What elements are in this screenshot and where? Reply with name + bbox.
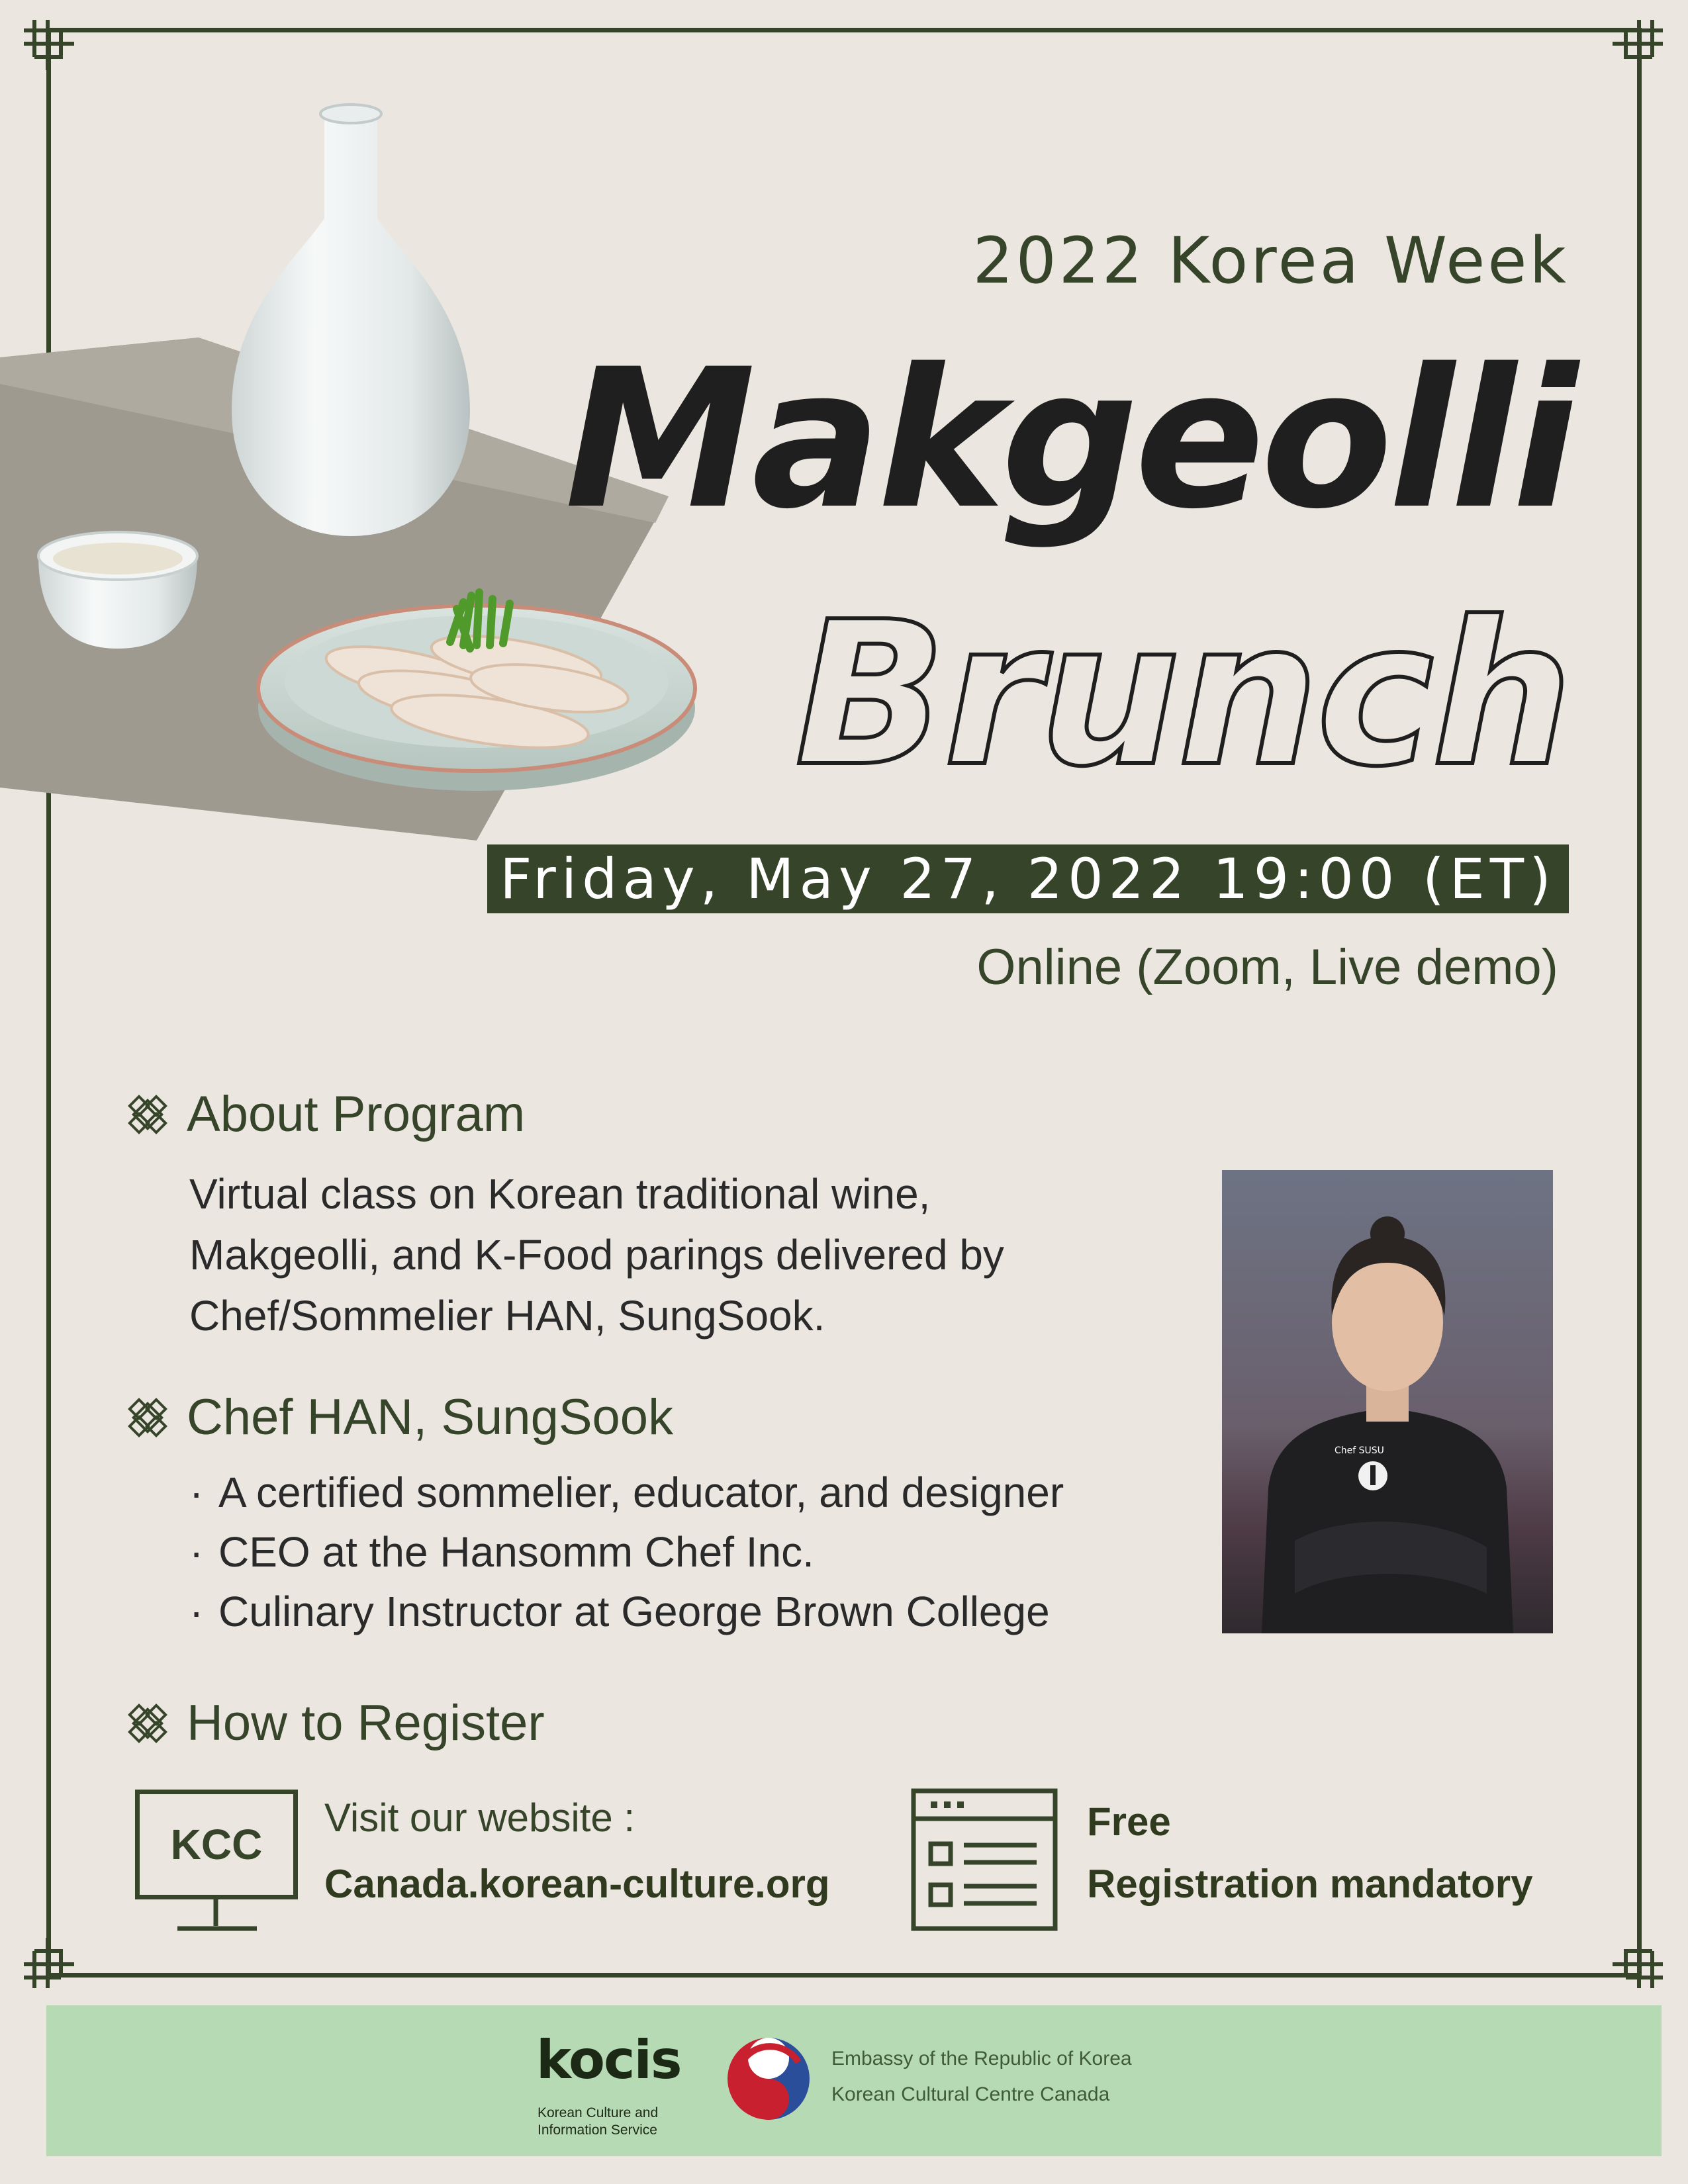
corner-ornament-icon bbox=[1602, 1927, 1665, 1991]
about-line: Makgeolli, and K-Food parings delivered by bbox=[189, 1231, 1004, 1279]
list-item: · CEO at the Hansomm Chef Inc. bbox=[189, 1522, 1064, 1582]
chef-heading bbox=[126, 1388, 673, 1446]
kocis-line: Korean Culture and bbox=[538, 2105, 659, 2120]
chef-heading-text: Chef HAN, SungSook bbox=[187, 1389, 674, 1445]
website-url[interactable]: Canada.korean-culture.org bbox=[324, 1862, 830, 1906]
monitor-icon bbox=[135, 1790, 298, 1899]
about-heading bbox=[126, 1085, 525, 1143]
diamond-knot-icon bbox=[126, 1093, 169, 1136]
taegeuk-emblem-icon bbox=[726, 2036, 812, 2122]
chef-bio-list bbox=[189, 1463, 1064, 1641]
corner-ornament-icon bbox=[21, 1927, 85, 1991]
about-line: Chef/Sommelier HAN, SungSook. bbox=[189, 1292, 825, 1340]
list-item: · Culinary Instructor at George Brown College bbox=[189, 1582, 1064, 1641]
title-brunch: Brunch bbox=[794, 579, 1570, 810]
diamond-knot-icon bbox=[126, 1396, 169, 1439]
registration-form-icon bbox=[911, 1788, 1058, 1931]
about-description bbox=[189, 1163, 1004, 1346]
website-label: Visit our website : bbox=[324, 1796, 635, 1840]
jacket-text: Chef SUSU bbox=[1335, 1445, 1384, 1456]
about-line: Virtual class on Korean traditional wine, bbox=[189, 1170, 931, 1218]
monitor-label: KCC bbox=[170, 1821, 263, 1868]
fee-text: Free bbox=[1087, 1799, 1171, 1844]
kocis-caption bbox=[538, 2105, 658, 2139]
registration-note: Registration mandatory bbox=[1087, 1862, 1533, 1906]
cultural-centre-name: Korean Cultural Centre Canada bbox=[831, 2083, 1110, 2105]
embassy-name: Embassy of the Republic of Korea bbox=[831, 2048, 1132, 2070]
event-series: 2022 Korea Week bbox=[972, 224, 1569, 298]
register-heading-text: How to Register bbox=[187, 1695, 545, 1751]
list-item: · A certified sommelier, educator, and designer bbox=[189, 1463, 1064, 1522]
kocis-logo: kocis bbox=[536, 2029, 681, 2091]
chef-portrait-icon bbox=[1222, 1170, 1553, 1633]
diamond-knot-icon bbox=[126, 1702, 169, 1745]
footer-band bbox=[46, 2005, 1662, 2156]
register-heading bbox=[126, 1694, 545, 1752]
date-time-banner: Friday, May 27, 2022 19:00 (ET) bbox=[487, 844, 1569, 913]
event-location: Online (Zoom, Live demo) bbox=[976, 939, 1558, 995]
monitor-stand-icon bbox=[177, 1899, 257, 1934]
corner-ornament-icon bbox=[1602, 17, 1665, 81]
about-heading-text: About Program bbox=[187, 1086, 526, 1142]
chef-photo bbox=[1222, 1170, 1553, 1633]
kocis-line: Information Service bbox=[538, 2122, 657, 2138]
title-makgeolli: Makgeolli bbox=[565, 328, 1574, 551]
corner-ornament-icon bbox=[21, 17, 85, 81]
